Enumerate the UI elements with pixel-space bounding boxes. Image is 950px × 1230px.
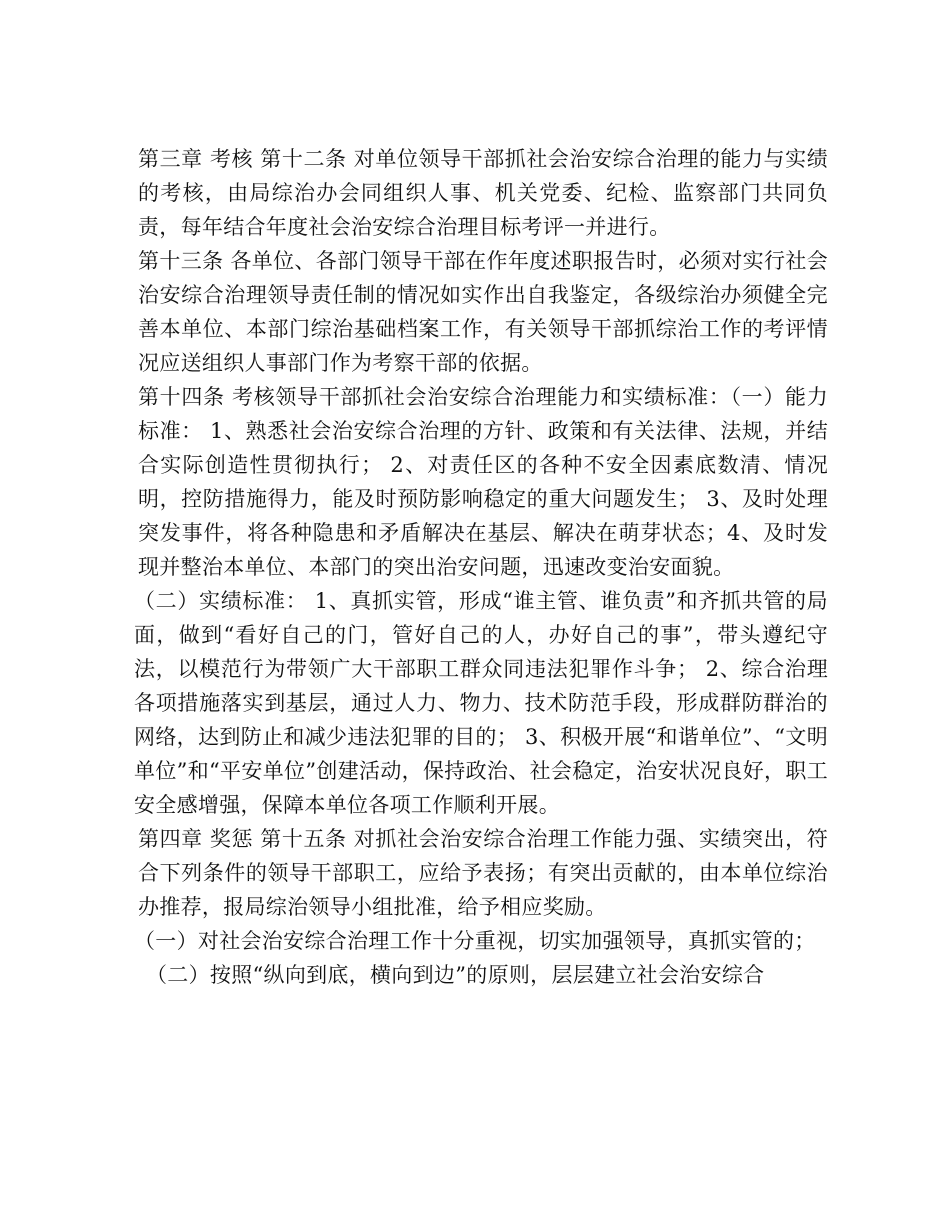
paragraph-chapter-3-article-12: 第三章 考核 第十二条 对单位领导干部抓社会治安综合治理的能力与实绩的考核，由局综治办会同组织人事、机关党委、纪检、监察部门共同负责，每年结合年度社会治安综合治理目标考评一并进行。 bbox=[138, 147, 828, 239]
paragraph-condition-2: （二）按照“纵向到底，横向到边”的原则，层层建立社会治安综合 bbox=[146, 963, 765, 987]
document-body bbox=[134, 142, 828, 992]
paragraph-condition-1: （一）对社会治安综合治理工作十分重视，切实加强领导，真抓实管的； bbox=[134, 929, 816, 953]
paragraph-article-13: 第十三条 各单位、各部门领导干部在作年度述职报告时，必须对实行社会治安综合治理领导责任制的情况如实作出自我鉴定，各级综治办须健全完善本单位、本部门综治基础档案工作，有关领导干部抓综治工作的考评情况应送组织人事部门作为考察干部的依据。 bbox=[138, 249, 828, 375]
paragraph-article-14: 第十四条 考核领导干部抓社会治安综合治理能力和实绩标准：（一）能力标准： 1、熟悉社会治安综合治理的方针、政策和有关法律、法规，并结合实际创造性贯彻执行； 2、对责任区的各种不安全因素底数清、情况明，控防措施得力，能及时预防影响稳定的重大问题发生； 3、及时处理突发事件，将各种隐患和矛盾解决在基层、解决在萌芽状态；4、及时发现并整治本单位、本部门的突出治安问题，迅速改变治安面貌。 bbox=[138, 385, 828, 579]
paragraph-chapter-4-article-15: 第四章 奖惩 第十五条 对抓社会治安综合治理工作能力强、实绩突出，符合下列条件的领导干部职工，应给予表扬；有突出贡献的，由本单位综治办推荐，报局综治领导小组批准，给予相应奖励。 bbox=[138, 827, 828, 919]
paragraph-performance-standards: （二）实绩标准： 1、真抓实管，形成“谁主管、谁负责”和齐抓共管的局面，做到“看好自己的门，管好自己的人，办好自己的事”，带头遵纪守法，以模范行为带领广大干部职工群众同违法犯罪作斗争； 2、综合治理各项措施落实到基层，通过人力、物力、技术防范手段，形成群防群治的网络，达到防止和减少违法犯罪的目的； 3、积极开展“和谐单位”、“文明单位”和“平安单位”创建活动，保持政治、社会稳定，治安状况良好，职工安全感增强，保障本单位各项工作顺利开展。 bbox=[134, 589, 828, 817]
